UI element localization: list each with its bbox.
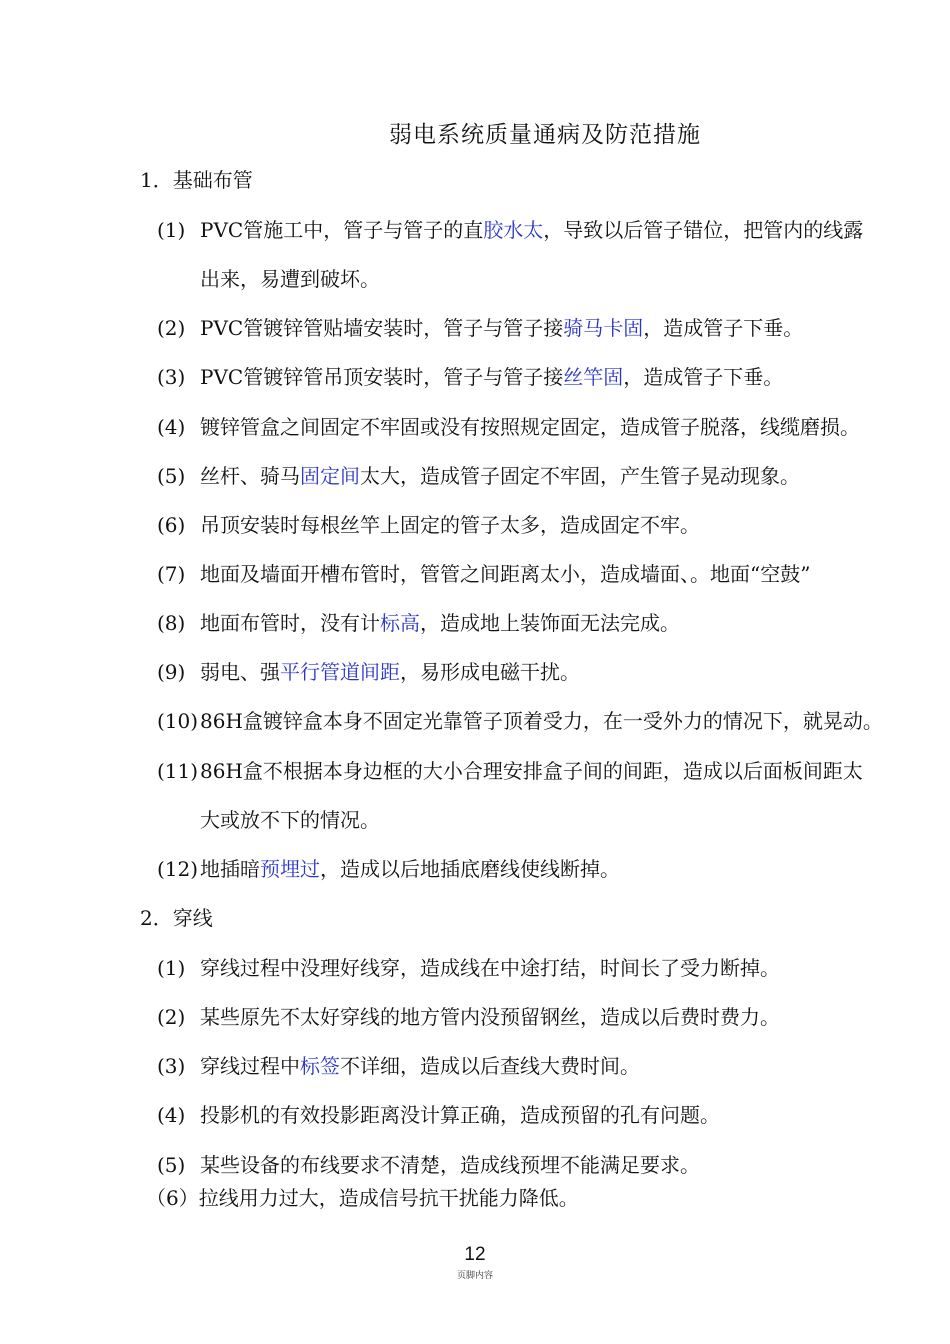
item-number: (1) xyxy=(157,218,186,242)
item-number: （6） xyxy=(146,1186,199,1210)
list-item xyxy=(157,1001,780,1030)
item-number: (4) xyxy=(157,1103,186,1127)
item-text: 丝杆、骑马 xyxy=(200,464,300,488)
item-text-end: ，导致以后管子错位，把管内的线露 xyxy=(543,218,864,242)
item-text: PVC管施工中，管子与管子的直 xyxy=(200,218,484,242)
item-text: 拉线用力过大，造成信号抗干扰能力降低。 xyxy=(198,1186,579,1210)
list-item xyxy=(157,558,810,587)
item-number: (2) xyxy=(157,316,186,340)
item-number: (5) xyxy=(157,1153,186,1177)
item-number: (8) xyxy=(157,611,186,635)
item-number: (2) xyxy=(157,1005,186,1029)
item-text-end: ，造成地上装饰面无法完成。 xyxy=(420,611,680,635)
list-item xyxy=(157,361,783,390)
list-item xyxy=(157,656,580,685)
item-text: 地面布管时，没有计 xyxy=(200,611,380,635)
item-highlight: 平行管道间距 xyxy=(280,660,400,684)
page-title: 弱电系统质量通病及防范措施 xyxy=(389,122,701,148)
item-text-end: 不详细，造成以后查线大费时间。 xyxy=(340,1054,640,1078)
item-highlight: 标高 xyxy=(380,611,420,635)
item-highlight: 固定间 xyxy=(300,464,360,488)
item-number: (5) xyxy=(157,464,186,488)
list-item xyxy=(157,853,620,882)
list-item xyxy=(157,1099,720,1128)
item-number: (1) xyxy=(157,956,186,980)
item-text: 某些设备的布线要求不清楚，造成线预埋不能满足要求。 xyxy=(200,1153,700,1177)
item-highlight: 骑马卡固 xyxy=(563,316,644,340)
list-item xyxy=(157,411,860,440)
item-text: 穿线过程中没理好线穿，造成线在中途打结，时间长了受力断掉。 xyxy=(200,956,780,980)
item-highlight: 胶水太 xyxy=(483,218,544,242)
item-text-end: ，造成管子下垂。 xyxy=(643,316,804,340)
list-item xyxy=(157,1050,640,1079)
item-text: 穿线过程中 xyxy=(200,1054,300,1078)
item-highlight: 标签 xyxy=(300,1054,340,1078)
list-item-continuation: 大或放不下的情况。 xyxy=(200,808,380,832)
page-number: 12 xyxy=(464,1244,486,1265)
item-text-end: ，易形成电磁干扰。 xyxy=(400,660,580,684)
item-text: PVC管镀锌管吊顶安装时，管子与管子接 xyxy=(200,365,564,389)
footer-note: 页脚内容 xyxy=(456,1271,493,1281)
list-item xyxy=(157,1149,700,1178)
item-text-end: 太大，造成管子固定不牢固，产生管子晃动现象。 xyxy=(360,464,800,488)
item-text: 吊顶安装时每根丝竿上固定的管子太多，造成固定不牢。 xyxy=(200,513,700,537)
list-item-continuation: 出来，易遭到破坏。 xyxy=(200,267,380,291)
section-heading-wiring: 2．穿线 xyxy=(140,906,213,930)
item-number: (9) xyxy=(157,660,186,684)
item-text: 地插暗 xyxy=(200,857,260,881)
item-text: 86H盒镀锌盒本身不固定光靠管子顶着受力，在一受外力的情况下，就晃动。 xyxy=(200,709,883,733)
list-item xyxy=(157,607,680,636)
list-item xyxy=(157,214,863,243)
item-text: 投影机的有效投影距离没计算正确，造成预留的孔有问题。 xyxy=(200,1103,720,1127)
item-number: (12) xyxy=(157,857,199,881)
item-text-end: ，造成管子下垂。 xyxy=(623,365,784,389)
list-item xyxy=(157,755,863,784)
item-number: (3) xyxy=(157,1054,186,1078)
item-highlight: 丝竿固 xyxy=(563,365,624,389)
item-text: 某些原先不太好穿线的地方管内没预留钢丝，造成以后费时费力。 xyxy=(200,1005,780,1029)
item-number: (4) xyxy=(157,415,186,439)
item-number: (11) xyxy=(157,759,199,783)
list-item xyxy=(146,1182,579,1211)
item-number: (6) xyxy=(157,513,186,537)
item-text: 镀锌管盒之间固定不牢固或没有按照规定固定，造成管子脱落，线缆磨损。 xyxy=(200,415,860,439)
item-text: PVC管镀锌管贴墙安装时，管子与管子接 xyxy=(200,316,564,340)
item-number: (3) xyxy=(157,365,186,389)
item-text: 86H盒不根据本身边框的大小合理安排盒子间的间距，造成以后面板间距太 xyxy=(200,759,863,783)
list-item xyxy=(157,509,700,538)
item-text: 弱电、强 xyxy=(200,660,280,684)
item-number: (7) xyxy=(157,562,186,586)
list-item xyxy=(157,312,803,341)
item-text-end: ，造成以后地插底磨线使线断掉。 xyxy=(320,857,620,881)
item-number: (10) xyxy=(157,709,199,733)
list-item xyxy=(157,705,883,734)
item-highlight: 预埋过 xyxy=(260,857,320,881)
list-item xyxy=(157,460,800,489)
section-heading-pipe-laying: 1．基础布管 xyxy=(140,168,253,192)
list-item xyxy=(157,952,780,981)
item-text: 地面及墙面开槽布管时，管管之间距离太小，造成墙面、。地面“空鼓” xyxy=(200,562,811,586)
